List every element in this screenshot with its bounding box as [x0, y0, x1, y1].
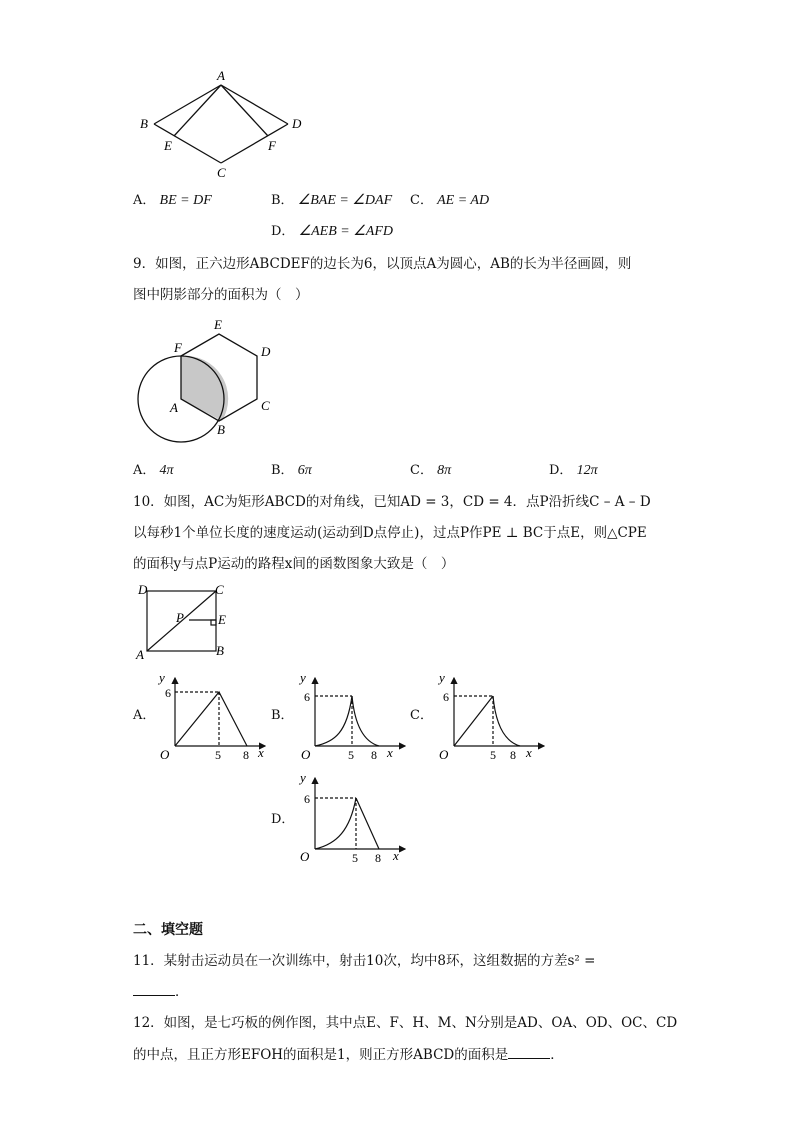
q8-option-c[interactable]: C． AE = AD — [410, 193, 490, 208]
q10-option-b[interactable]: B． — [271, 708, 294, 723]
q8-label-e: E — [164, 138, 172, 153]
q9-figure — [130, 314, 280, 454]
q10-stem-line2: 以每秒1个单位长度的速度运动(运动到D点停止)，过点P作PE ⊥ BC于点E，则△CPE — [133, 525, 647, 541]
q9-label-e: E — [214, 317, 222, 332]
graph-b-tick-8: 8 — [371, 748, 377, 762]
q9-stem-line2: 图中阴影部分的面积为（ ） — [133, 287, 309, 303]
q8-label-f: F — [268, 138, 276, 153]
graph-a-x-label: x — [258, 745, 264, 760]
q10-label-a: A — [136, 647, 144, 662]
q8-figure — [130, 66, 315, 184]
graph-a-tick-8: 8 — [243, 748, 249, 762]
q9-option-a[interactable]: A． 4π — [133, 463, 174, 478]
q10-label-c: C — [215, 582, 224, 597]
graph-d-x-label: x — [393, 848, 399, 863]
q12-answer-blank[interactable] — [508, 1044, 550, 1059]
graph-b-y-label: y — [300, 670, 306, 685]
q8-option-a[interactable]: A． BE = DF — [133, 193, 212, 208]
graph-a-tick-5: 5 — [215, 748, 221, 762]
graph-c-x-label: x — [526, 745, 532, 760]
q11-stem-line1: 11．某射击运动员在一次训练中，射击10次，均中8环，这组数据的方差s² = — [133, 953, 596, 969]
graph-c-y-label: y — [439, 670, 445, 685]
q9-option-c[interactable]: C． 8π — [410, 463, 452, 478]
q10-label-b: B — [216, 643, 224, 658]
q10-option-a[interactable]: A． — [133, 708, 156, 723]
q9-stem-line1: 9．如图，正六边形ABCDEF的边长为6，以顶点A为圆心，AB的长为半径画圆，则 — [133, 256, 632, 272]
graph-a-y-label: y — [159, 670, 165, 685]
q9-label-d: D — [261, 344, 271, 359]
graph-d-y-label: y — [300, 772, 306, 785]
graph-c-origin: O — [439, 747, 449, 762]
q11-answer-blank[interactable] — [133, 981, 175, 996]
graph-d-tick-6: 6 — [304, 792, 310, 806]
q10-option-d[interactable]: D． — [271, 812, 295, 827]
q9-label-a: A — [170, 400, 178, 415]
q8-label-d: D — [292, 116, 302, 131]
q10-graph-b — [295, 670, 410, 765]
q10-rect-figure — [134, 582, 244, 662]
q10-graph-c — [434, 670, 549, 765]
q12-stem-line1: 12．如图，是七巧板的例作图，其中点E、F、H、M、N分别是AD、OA、OD、OC、CD — [133, 1015, 678, 1031]
graph-d-tick-5: 5 — [352, 851, 358, 865]
graph-a-tick-6: 6 — [165, 686, 171, 700]
q10-graph-d — [295, 772, 410, 867]
q8-label-a: A — [217, 68, 225, 83]
q10-graph-a — [155, 670, 270, 765]
graph-c-tick-6: 6 — [443, 690, 449, 704]
section-heading-fill-in: 二、填空题 — [133, 922, 203, 938]
q9-label-c: C — [261, 398, 270, 413]
q8-label-c: C — [217, 165, 226, 180]
graph-a-origin: O — [160, 747, 170, 762]
q10-label-e: E — [218, 612, 226, 627]
q10-label-p: P — [176, 610, 184, 625]
graph-d-origin: O — [300, 849, 310, 864]
graph-b-tick-5: 5 — [348, 748, 354, 762]
q12-stem-line2: 的中点，且正方形EFOH的面积是1，则正方形ABCD的面积是 ． — [133, 1044, 564, 1065]
q9-label-b: B — [217, 422, 225, 437]
graph-b-origin: O — [301, 747, 311, 762]
graph-d-tick-8: 8 — [375, 851, 381, 865]
q10-label-d: D — [138, 582, 148, 597]
q9-option-d[interactable]: D． 12π — [549, 463, 598, 478]
q11-answer-line[interactable]: ． — [133, 981, 189, 1002]
graph-c-tick-5: 5 — [490, 748, 496, 762]
q10-stem-line1: 10．如图，AC为矩形ABCD的对角线，已知AD = 3，CD = 4．点P沿折线C – A – D — [133, 494, 651, 510]
q9-label-f: F — [174, 340, 182, 355]
q8-option-d[interactable]: D． ∠AEB = ∠AFD — [271, 224, 393, 239]
graph-b-x-label: x — [387, 745, 393, 760]
q10-option-c[interactable]: C． — [410, 708, 433, 723]
q8-label-b: B — [140, 116, 148, 131]
q9-option-b[interactable]: B． 6π — [271, 463, 312, 478]
graph-b-tick-6: 6 — [304, 690, 310, 704]
q10-stem-line3: 的面积y与点P运动的路程x间的函数图象大致是（ ） — [133, 556, 455, 572]
graph-c-tick-8: 8 — [510, 748, 516, 762]
q8-option-b[interactable]: B． ∠BAE = ∠DAF — [271, 193, 393, 208]
